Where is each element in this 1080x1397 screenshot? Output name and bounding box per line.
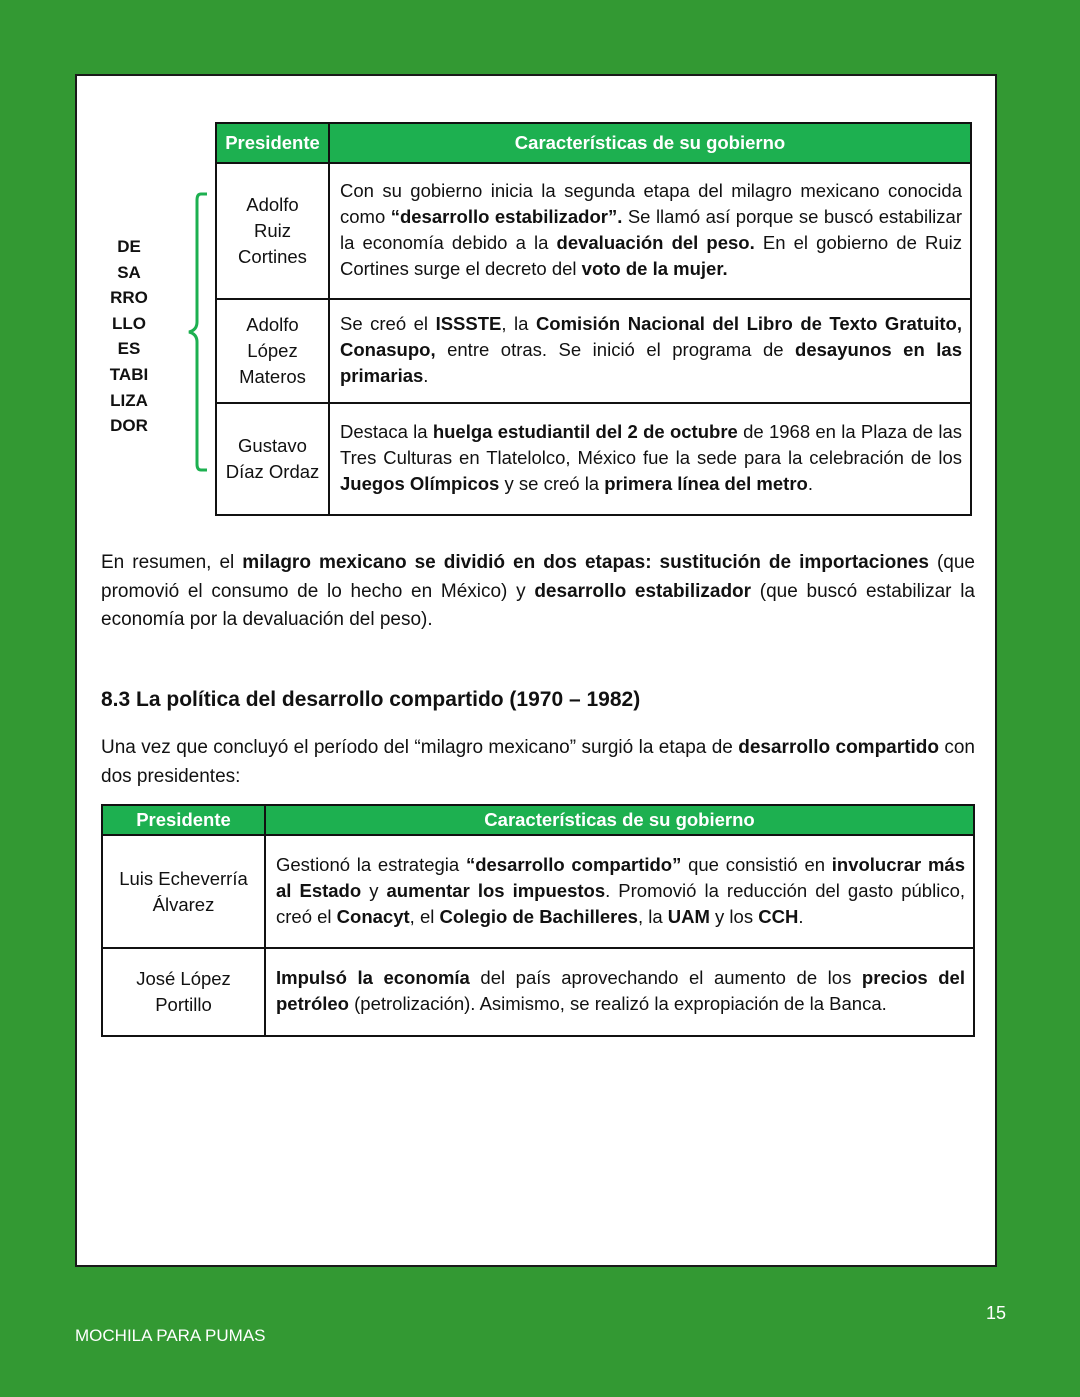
government-description	[265, 948, 974, 1036]
text-run: Se creó el	[340, 313, 436, 334]
text-run: Se llamó así porque se buscó estabilizar la economía debido a la	[340, 206, 962, 253]
text-run: (petrolización). Asimismo, se realizó la expropiación de la Banca.	[348, 993, 887, 1014]
text-run: .	[423, 365, 429, 386]
text-line: Adolfo	[246, 314, 299, 335]
text-line: Portillo	[155, 994, 212, 1015]
table-row	[216, 163, 971, 299]
text-run: , el	[409, 905, 440, 927]
bold-text: Colegio de Bachilleres	[439, 905, 638, 927]
side-label-line: ES	[117, 339, 141, 359]
bold-text: devaluación del peso.	[556, 232, 755, 253]
text-run: y	[361, 879, 387, 901]
table-row	[216, 403, 971, 515]
side-label-line: SA	[117, 262, 141, 282]
text-run: (que buscó estabilizar la economía por la devaluación del peso).	[101, 580, 975, 630]
bold-text: involucrar más al Estado	[276, 853, 965, 901]
text-run: que consistió en	[681, 853, 832, 875]
text-run: Gestionó la estrategia	[276, 853, 466, 875]
desarrollo-estabilizador-label	[97, 234, 161, 439]
text-run: con dos presidentes:	[101, 737, 975, 787]
bold-text: Impulsó la economía	[276, 967, 470, 988]
bold-text: primera línea del metro	[604, 473, 808, 494]
text-run: Una vez que concluyó el período del “milagro mexicano” surgió la etapa de	[101, 737, 739, 758]
text-run: del país aprovechando el aumento de los	[469, 967, 862, 988]
text-run: .	[807, 473, 813, 494]
table-row	[216, 299, 971, 403]
government-description	[265, 835, 974, 948]
table-header-row	[216, 123, 971, 163]
bold-text: milagro mexicano se dividió en dos etapas: sustitución de importaciones	[242, 552, 929, 573]
bold-text: “desarrollo estabilizador”.	[390, 206, 623, 227]
presidents-table-estabilizador	[215, 122, 972, 516]
text-run: (que promovió el consumo de lo hecho en México) y	[101, 552, 975, 602]
text-run: En resumen, el	[101, 552, 243, 573]
bold-text: Juegos Olímpicos	[340, 473, 500, 494]
side-label-line: TABI	[109, 364, 149, 384]
government-description	[329, 163, 971, 299]
section-heading: 8.3 La política del desarrollo compartido (1970 – 1982)	[101, 688, 641, 711]
intro-paragraph	[101, 734, 975, 791]
bold-text: Comisión Nacional del Libro de Texto Gratuito, Conasupo,	[340, 313, 962, 360]
president-name	[102, 835, 265, 948]
text-line: Ruiz	[253, 220, 291, 241]
footer-text: MOCHILA PARA PUMAS	[75, 1326, 266, 1345]
header-caracteristicas: Características de su gobierno	[265, 805, 974, 835]
text-run: de 1968 en la Plaza de las Tres Culturas en Tlatelolco, México fue la sede para la celebración de los	[340, 421, 962, 468]
bold-text: desarrollo compartido	[738, 737, 939, 758]
bold-text: desarrollo estabilizador	[534, 580, 752, 602]
text-run: y los	[709, 905, 759, 927]
text-line: Díaz Ordaz	[225, 461, 320, 482]
text-run: y se creó la	[499, 473, 605, 494]
text-run: , la	[637, 905, 668, 927]
president-name	[102, 948, 265, 1036]
table-row	[102, 948, 974, 1036]
text-line: Gustavo	[238, 435, 307, 456]
bold-text: UAM	[667, 905, 710, 927]
header-presidente: Presidente	[102, 805, 265, 835]
text-line: Adolfo	[246, 194, 299, 215]
summary-paragraph	[101, 549, 975, 635]
side-label-line: RRO	[110, 288, 148, 308]
president-name	[216, 299, 329, 403]
bold-text: huelga estudiantil del 2 de octubre	[432, 421, 738, 442]
text-line: Cortines	[238, 246, 307, 267]
side-label-line: DOR	[110, 416, 148, 436]
page-number: 15	[986, 1303, 1007, 1323]
side-label-line: LIZA	[110, 390, 148, 410]
text-line: Álvarez	[152, 893, 215, 915]
side-label-line: LLO	[112, 313, 146, 333]
table-header-row	[102, 805, 974, 835]
bold-text: precios del petróleo	[276, 967, 965, 1014]
document-page	[75, 74, 997, 1267]
text-run: entre otras. Se inició el programa de	[435, 339, 796, 360]
text-line: López	[247, 340, 298, 361]
side-label-line: DE	[117, 237, 141, 256]
text-run: En el gobierno de Ruiz Cortines surge el decreto del	[340, 232, 962, 279]
text-run: Con su gobierno inicia la segunda etapa del milagro mexicano conocida como	[340, 180, 962, 227]
presidents-table-compartido	[101, 804, 975, 1037]
text-line: Luis Echeverría	[119, 867, 248, 889]
text-run: Destaca la	[340, 421, 433, 442]
header-caracteristicas: Características de su gobierno	[329, 123, 971, 163]
president-name	[216, 163, 329, 299]
header-presidente: Presidente	[216, 123, 329, 163]
text-run: . Promovió la reducción del gasto público, creó el	[276, 879, 965, 927]
bold-text: desayunos en las primarias	[340, 339, 962, 386]
text-line: José López	[136, 968, 231, 989]
bold-text: “desarrollo compartido”	[465, 853, 682, 875]
president-name	[216, 403, 329, 515]
government-description	[329, 403, 971, 515]
bold-text: aumentar los impuestos	[386, 879, 606, 901]
bold-text: ISSSTE	[435, 313, 502, 334]
bold-text: Conacyt	[336, 905, 410, 927]
bold-text: voto de la mujer.	[581, 258, 728, 279]
text-run: , la	[501, 313, 536, 334]
bold-text: CCH	[758, 905, 799, 927]
text-line: Materos	[239, 366, 306, 387]
government-description	[329, 299, 971, 403]
table-row	[102, 835, 974, 948]
curly-brace-icon	[183, 192, 209, 472]
text-run: .	[798, 905, 804, 927]
